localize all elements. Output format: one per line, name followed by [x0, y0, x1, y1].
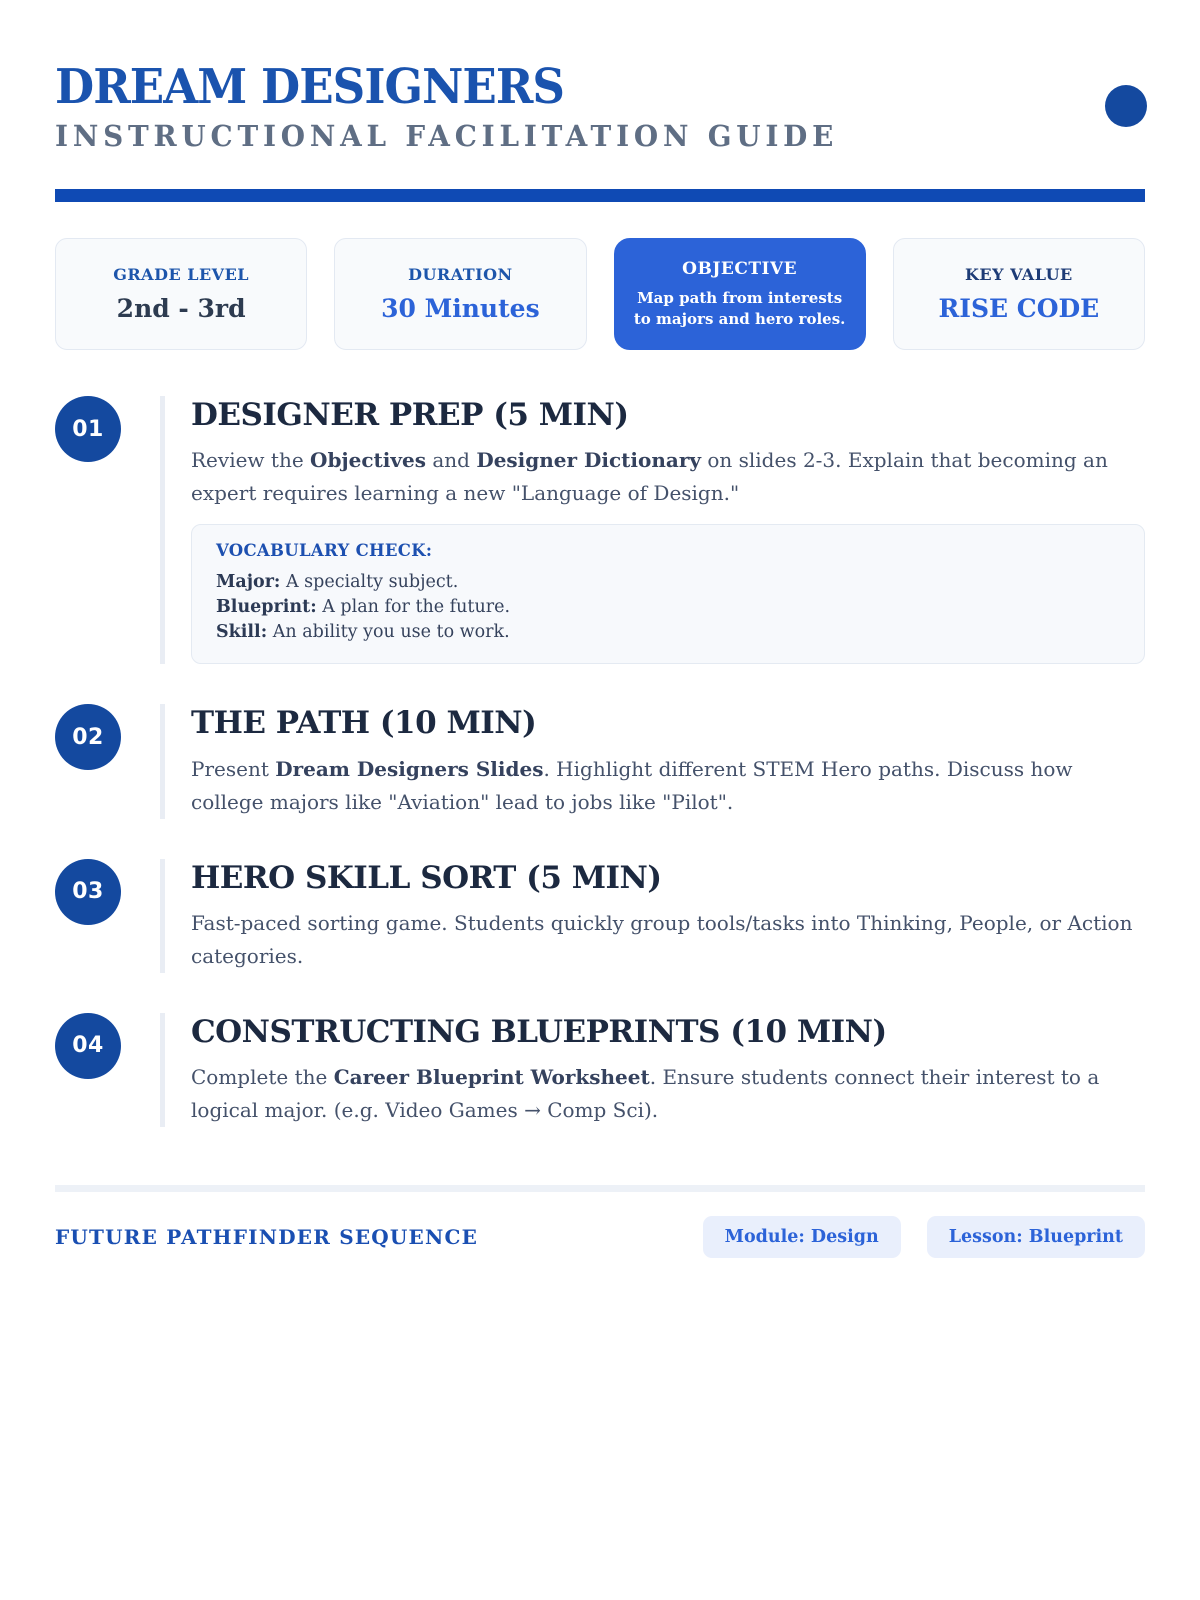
footer-badge: Module: Design	[703, 1216, 901, 1258]
info-card	[614, 238, 866, 350]
step-title: THE PATH (10 MIN)	[191, 705, 537, 742]
vocabulary-term: Major: A specialty subject.	[216, 572, 459, 593]
header	[55, 59, 1145, 202]
info-card	[334, 238, 586, 350]
brand-dot-icon	[1105, 85, 1147, 127]
vocabulary-callout-lines	[216, 570, 1120, 645]
info-card-value: 2nd - 3rd	[116, 294, 246, 324]
info-card-label: OBJECTIVE	[682, 258, 798, 279]
footer-badges	[703, 1216, 1145, 1258]
footer-title: FUTURE PATHFINDER SEQUENCE	[55, 1224, 479, 1249]
footer-badge: Lesson: Blueprint	[927, 1216, 1145, 1258]
agenda-steps	[55, 396, 1145, 1126]
step-content	[160, 396, 1145, 664]
info-card-value: 30 Minutes	[381, 294, 540, 324]
step-number-badge: 04	[55, 1013, 121, 1079]
footer	[55, 1185, 1145, 1258]
step-number-badge: 01	[55, 396, 121, 462]
vocabulary-term: Skill: An ability you use to work.	[216, 622, 510, 643]
header-divider	[55, 189, 1145, 202]
step-body: Complete the Career Blueprint Worksheet. Ensure students connect their interest to a logical major. (e.g. Video Games → Comp Sci).	[191, 1064, 1100, 1122]
step-body: Fast-paced sorting game. Students quickly group tools/tasks into Thinking, People, or Action categories.	[191, 910, 1133, 968]
step-content	[160, 704, 1145, 818]
step-title: HERO SKILL SORT (5 MIN)	[191, 859, 662, 896]
step-content	[160, 859, 1145, 973]
footer-row	[55, 1216, 1145, 1258]
agenda-step	[55, 704, 1145, 818]
step-body: Review the Objectives and Designer Dictionary on slides 2-3. Explain that becoming an expert requires learning a new "Language of Design."	[191, 448, 1108, 506]
step-number-badge: 03	[55, 859, 121, 925]
page-title: DREAM DESIGNERS	[55, 59, 565, 115]
info-card	[55, 238, 307, 350]
page-subtitle: INSTRUCTIONAL FACILITATION GUIDE	[55, 119, 839, 154]
info-card-label: KEY VALUE	[965, 265, 1073, 285]
info-card	[893, 238, 1145, 350]
footer-divider	[55, 1185, 1145, 1192]
vocabulary-term: Blueprint: A plan for the future.	[216, 597, 511, 618]
info-card-label: GRADE LEVEL	[113, 265, 250, 285]
vocabulary-callout-title: VOCABULARY CHECK:	[216, 541, 433, 561]
agenda-step	[55, 396, 1145, 664]
info-card-value: RISE CODE	[938, 294, 1100, 324]
step-number-badge: 02	[55, 704, 121, 770]
agenda-step	[55, 859, 1145, 973]
vocabulary-callout	[191, 524, 1145, 664]
info-card-label: DURATION	[408, 265, 513, 285]
info-cards-row	[55, 238, 1145, 350]
info-card-value: Map path from interests to majors and hero roles.	[633, 288, 846, 328]
step-title: CONSTRUCTING BLUEPRINTS (10 MIN)	[191, 1013, 887, 1050]
step-body: Present Dream Designers Slides. Highlight different STEM Hero paths. Discuss how college majors like "Aviation" lead to jobs like "Pilot".	[191, 756, 1073, 814]
step-title: DESIGNER PREP (5 MIN)	[191, 397, 629, 434]
agenda-step	[55, 1013, 1145, 1127]
step-content	[160, 1013, 1145, 1127]
